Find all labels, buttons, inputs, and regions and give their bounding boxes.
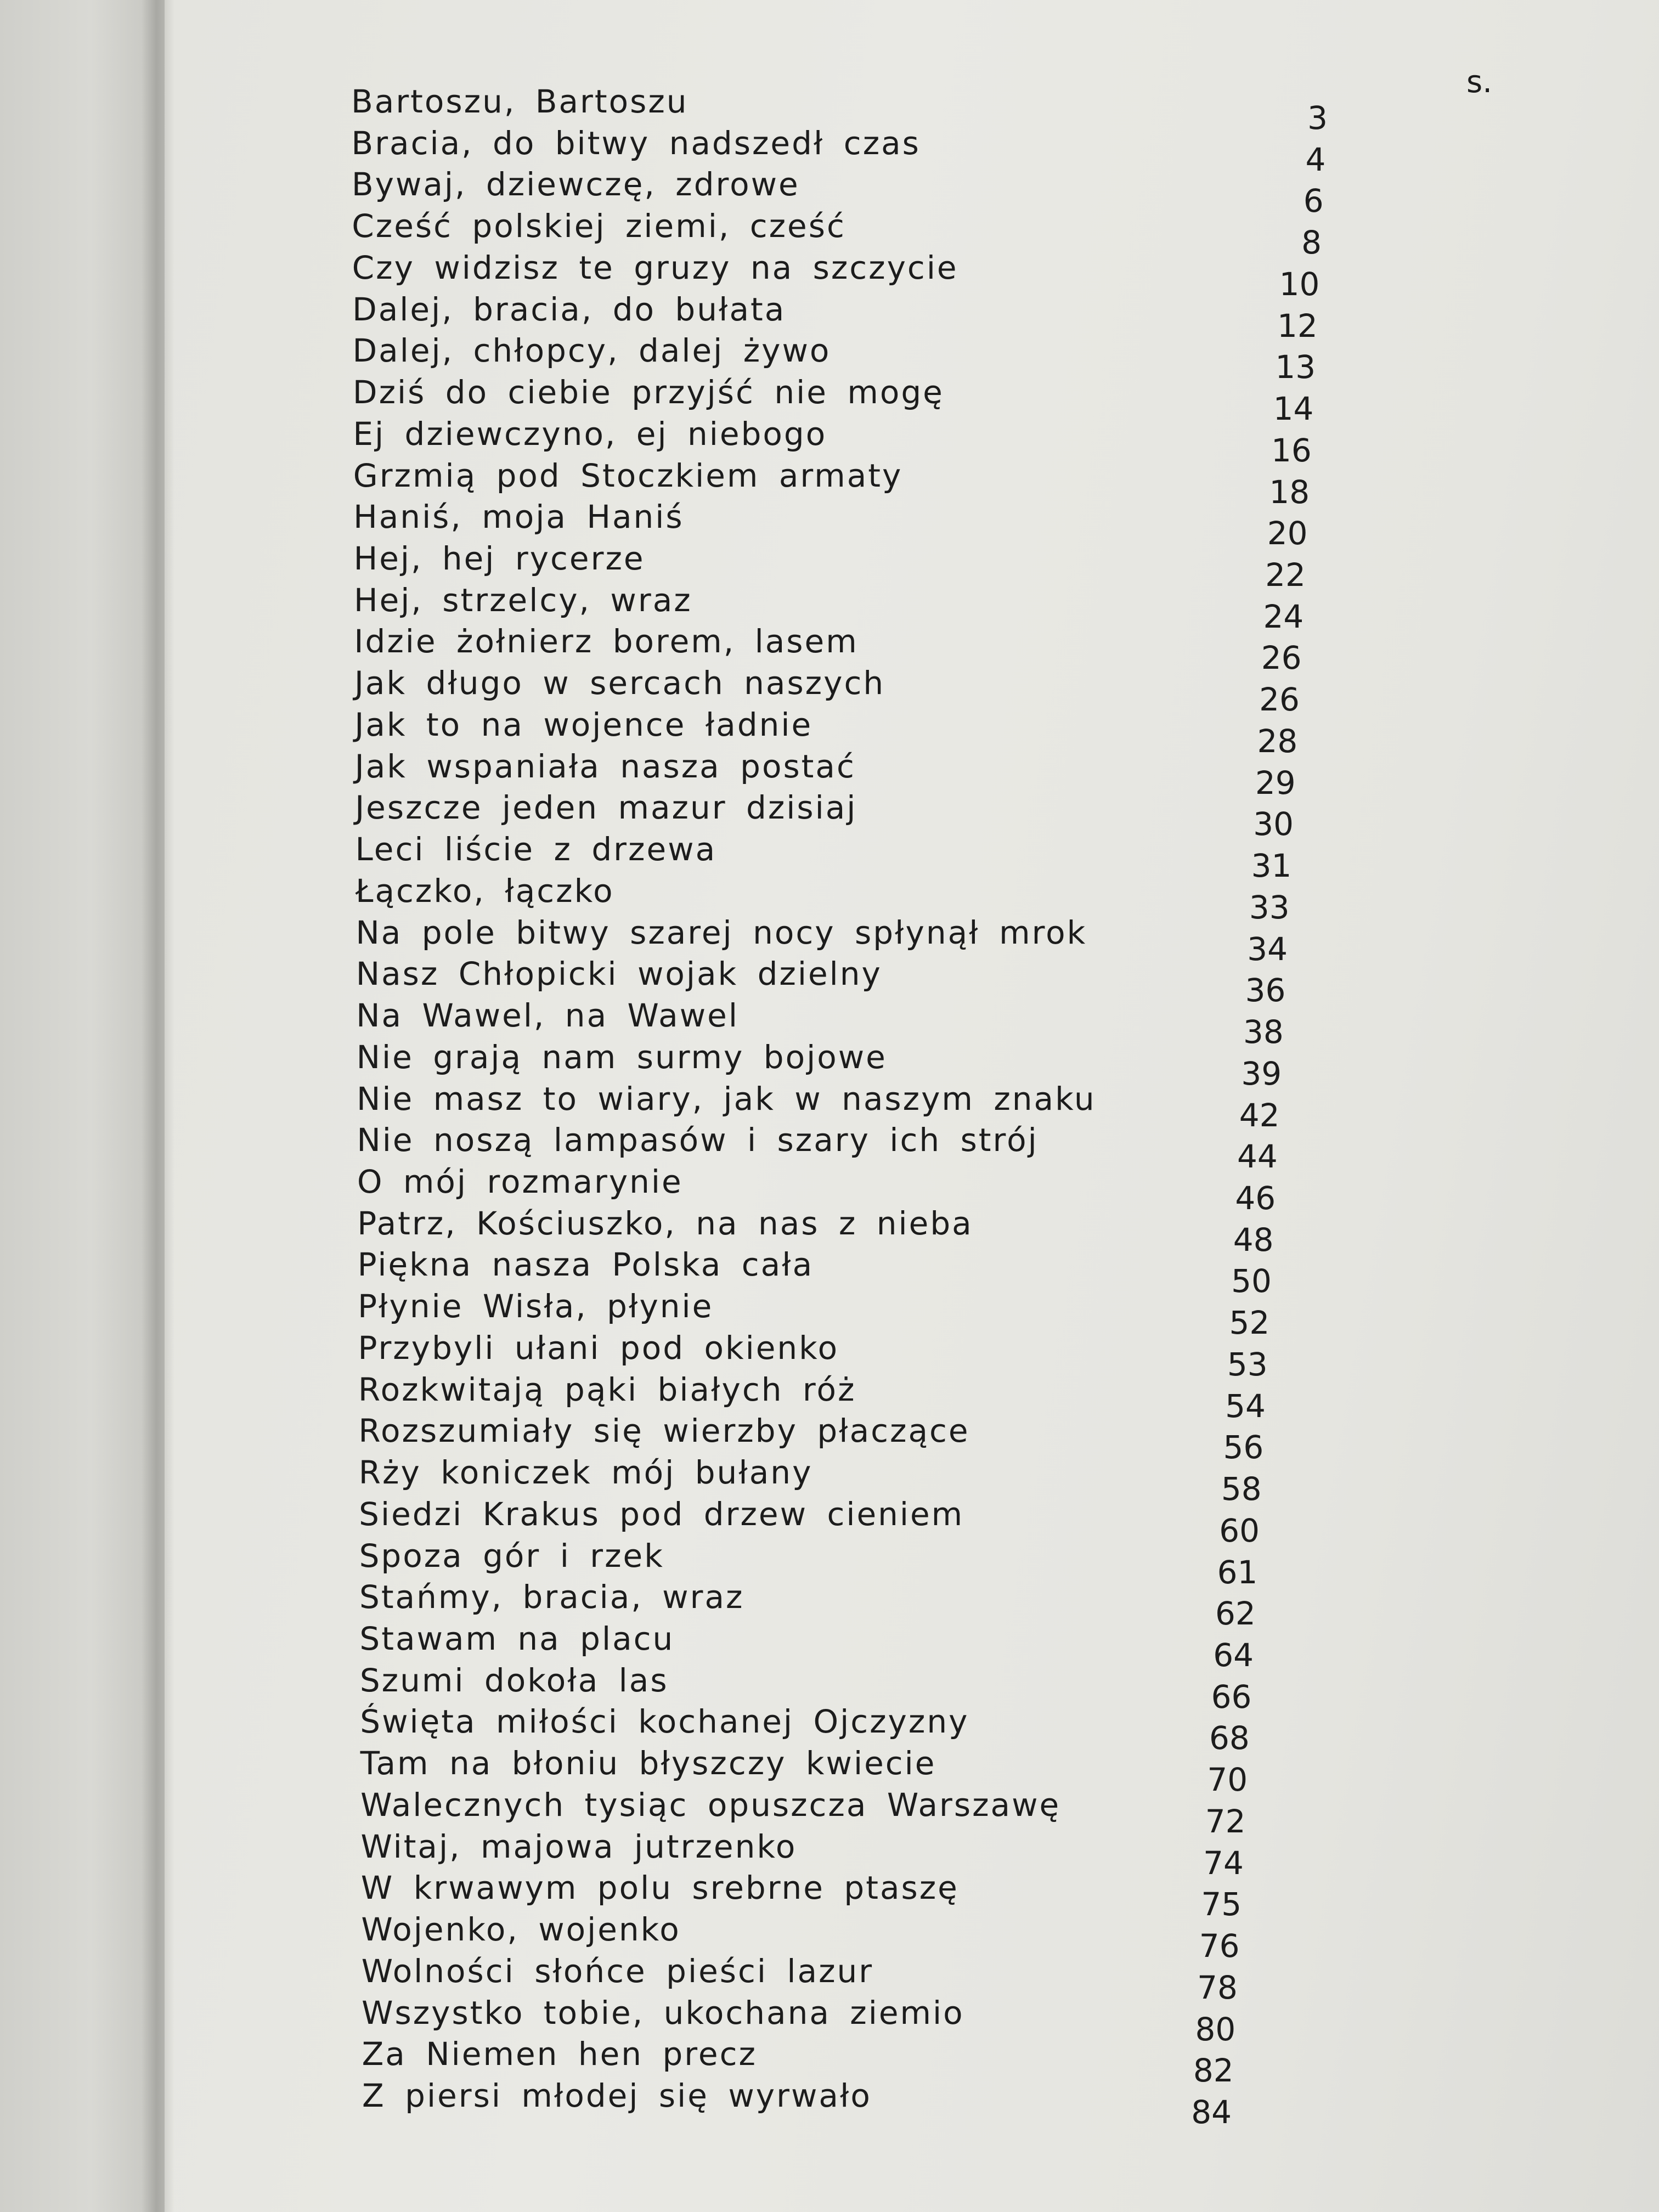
toc-entry-title: Nasz Chłopicki wojak dzielny: [356, 955, 882, 993]
toc-entry-title: Idzie żołnierz borem, lasem: [354, 623, 859, 661]
toc-entry-title: Dziś do ciebie przyjść nie mogę: [352, 374, 944, 411]
toc-entry-page-number: 56: [1223, 1429, 1264, 1466]
toc-entry-page-number: 82: [1193, 2052, 1234, 2090]
toc-entry-title: Rży koniczek mój bułany: [358, 1454, 813, 1492]
toc-entry-page-number: 68: [1209, 1719, 1250, 1757]
toc-entry-page-number: 62: [1215, 1595, 1256, 1633]
toc-entry-title: Jak wspaniała nasza postać: [354, 747, 856, 785]
toc-entry-title: Na Wawel, na Wawel: [356, 997, 739, 1035]
toc-entry-title: Hej, hej rycerze: [353, 540, 645, 578]
toc-entry-page-number: 76: [1199, 1927, 1240, 1965]
toc-entry-page-number: 80: [1195, 2010, 1236, 2048]
toc-entry-page-number: 20: [1267, 515, 1308, 552]
toc-entry-title: Wolności słońce pieści lazur: [361, 1952, 874, 1990]
toc-entry-page-number: 58: [1221, 1470, 1262, 1508]
toc-entry-title: Bywaj, dziewczę, zdrowe: [351, 166, 800, 204]
toc-entry-page-number: 33: [1249, 888, 1290, 926]
toc-entry-page-number: 46: [1235, 1179, 1276, 1217]
toc-entry-title: Na pole bitwy szarej nocy spłynął mrok: [356, 913, 1087, 951]
toc-entry-page-number: 31: [1251, 847, 1292, 885]
toc-entry-page-number: 12: [1277, 307, 1318, 345]
toc-entry-page-number: 3: [1307, 99, 1328, 137]
page-column-label: s.: [1466, 64, 1492, 100]
toc-entry-page-number: 48: [1233, 1221, 1274, 1259]
toc-entry-title: Za Niemen hen precz: [362, 2035, 757, 2073]
toc-entry-page-number: 6: [1303, 182, 1324, 220]
toc-entry-title: Tam na błoniu błyszczy kwiecie: [360, 1745, 936, 1782]
toc-entry-title: Siedzi Krakus pod drzew cieniem: [359, 1495, 964, 1533]
toc-entry-title: Nie grają nam surmy bojowe: [356, 1038, 887, 1076]
toc-entry-title: Stańmy, bracia, wraz: [359, 1578, 744, 1616]
toc-entry-page-number: 70: [1207, 1761, 1248, 1799]
toc-entry-page-number: 64: [1213, 1636, 1254, 1674]
toc-entry-title: O mój rozmarynie: [357, 1163, 683, 1200]
toc-entry-page-number: 61: [1217, 1553, 1258, 1591]
toc-entry-title: Dalej, bracia, do bułata: [352, 290, 786, 328]
toc-entry-page-number: 8: [1301, 224, 1322, 262]
toc-entry-title: Bracia, do bitwy nadszedł czas: [351, 124, 921, 162]
toc-entry-title: Nie masz to wiary, jak w naszym znaku: [357, 1080, 1096, 1118]
toc-entry-page-number: 72: [1205, 1802, 1246, 1840]
toc-entry-page-number: 44: [1237, 1138, 1278, 1176]
toc-entry-title: Leci liście z drzewa: [355, 831, 717, 868]
toc-entry-page-number: 50: [1231, 1262, 1272, 1300]
toc-entry-title: Rozszumiały się wierzby płaczące: [358, 1412, 970, 1450]
book-page: [165, 0, 1659, 2212]
toc-entry-title: Walecznych tysiąc opuszcza Warszawę: [360, 1786, 1061, 1824]
toc-entry-page-number: 28: [1257, 722, 1298, 760]
toc-entry-title: Jak to na wojence ładnie: [354, 706, 813, 743]
toc-entry-page-number: 52: [1229, 1304, 1270, 1342]
toc-entry-title: Grzmią pod Stoczkiem armaty: [353, 456, 903, 494]
toc-entry-title: Łączko, łączko: [355, 872, 614, 910]
toc-entry-page-number: 22: [1265, 556, 1306, 594]
toc-entry-title: Nie noszą lampasów i szary ich strój: [357, 1121, 1039, 1159]
book-gutter-shadow: [142, 0, 174, 2212]
toc-entry-title: Płynie Wisła, płynie: [358, 1288, 714, 1325]
toc-entry-page-number: 66: [1211, 1678, 1252, 1716]
toc-entry-title: W krwawym polu srebrne ptaszę: [360, 1869, 959, 1907]
toc-entry-title: Ej dziewczyno, ej niebogo: [353, 415, 827, 453]
toc-entry-page-number: 42: [1239, 1096, 1280, 1134]
previous-page-edge: [0, 0, 165, 2212]
toc-entry-page-number: 13: [1275, 348, 1316, 386]
toc-entry-page-number: 78: [1197, 1968, 1238, 2006]
toc-entry-page-number: 30: [1253, 805, 1294, 843]
toc-entry-page-number: 53: [1227, 1345, 1268, 1383]
toc-entry: [165, 2074, 1591, 2131]
toc-entry-title: Jak długo w sercach naszych: [354, 664, 885, 702]
toc-entry-title: Jeszcze jeden mazur dzisiaj: [355, 789, 857, 827]
toc-entry-title: Dalej, chłopcy, dalej żywo: [352, 332, 831, 370]
toc-entry-title: Przybyli ułani pod okienko: [358, 1329, 839, 1367]
toc-entry-title: Wszystko tobie, ukochana ziemio: [362, 1994, 964, 2032]
toc-entry-page-number: 29: [1255, 764, 1296, 802]
toc-entry-title: Spoza gór i rzek: [359, 1537, 664, 1575]
toc-entry-title: Rozkwitają pąki białych róż: [358, 1370, 856, 1408]
toc-entry-title: Patrz, Kościuszko, na nas z nieba: [357, 1204, 973, 1242]
toc-entry-page-number: 54: [1225, 1387, 1266, 1425]
toc-entry-page-number: 36: [1245, 972, 1286, 1009]
toc-entry-title: Święta miłości kochanej Ojczyzny: [360, 1703, 969, 1741]
toc-entry-title: Hej, strzelcy, wraz: [354, 581, 692, 619]
toc-entry-page-number: 60: [1219, 1511, 1260, 1549]
toc-entry-title: Czy widzisz te gruzy na szczycie: [352, 249, 958, 286]
toc-entry-page-number: 16: [1271, 431, 1312, 469]
toc-entry-title: Witaj, majowa jutrzenko: [360, 1827, 797, 1865]
toc-entry-page-number: 18: [1269, 473, 1310, 511]
toc-entry-page-number: 74: [1203, 1844, 1244, 1882]
toc-entry-page-number: 24: [1263, 597, 1304, 635]
toc-entry-page-number: 34: [1247, 930, 1288, 968]
toc-entry-title: Wojenko, wojenko: [361, 1911, 681, 1949]
toc-entry-title: Bartoszu, Bartoszu: [351, 83, 689, 120]
toc-entry-page-number: 38: [1243, 1013, 1284, 1051]
toc-entry-page-number: 84: [1191, 2094, 1232, 2131]
toc-entry-page-number: 4: [1305, 140, 1326, 178]
toc-entry-title: Stawam na placu: [359, 1620, 675, 1657]
toc-entry-page-number: 10: [1279, 265, 1320, 303]
toc-entry-page-number: 14: [1273, 390, 1314, 428]
toc-entry-title: Haniś, moja Haniś: [353, 498, 684, 536]
toc-entry-title: Cześć polskiej ziemi, cześć: [352, 207, 846, 245]
toc-entry-title: Szumi dokoła las: [359, 1661, 669, 1699]
toc-entry-title: Z piersi młodej się wyrwało: [362, 2077, 872, 2114]
toc-entry-page-number: 39: [1241, 1054, 1282, 1092]
toc-entry-page-number: 26: [1259, 681, 1300, 719]
toc-entry-page-number: 75: [1201, 1886, 1242, 1923]
toc-entry-page-number: 26: [1261, 639, 1302, 677]
table-of-contents: [165, 0, 1659, 2212]
toc-entry-title: Piękna nasza Polska cała: [357, 1246, 814, 1284]
